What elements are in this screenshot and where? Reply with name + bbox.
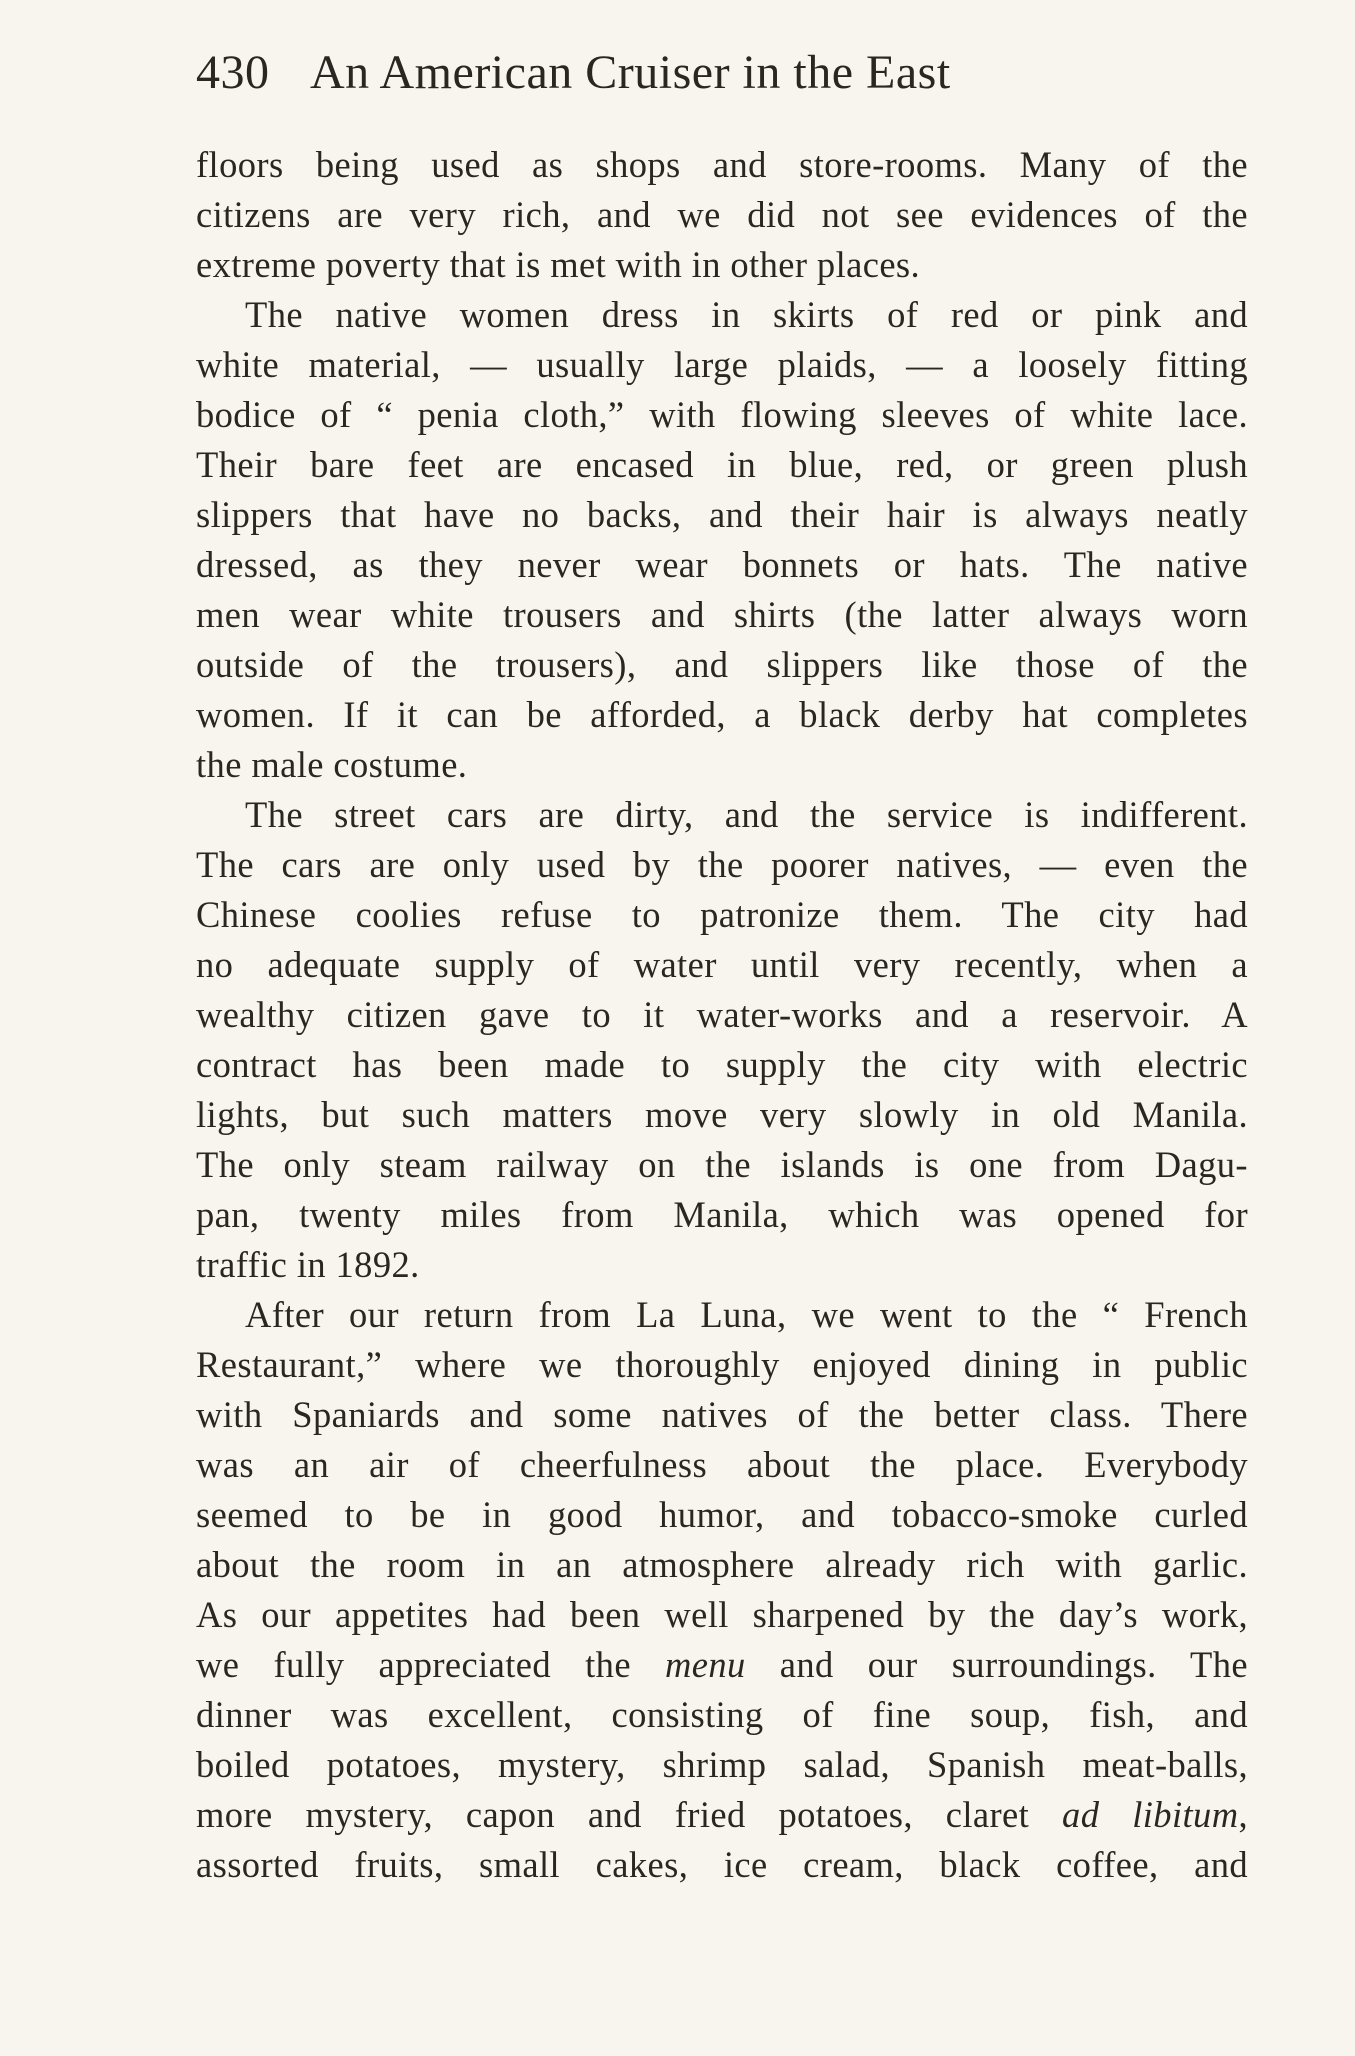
text-line: Their bare feet are encased in blue, red, or green plush <box>196 444 1248 485</box>
text-line: women. If it can be afforded, a black derby hat completes <box>196 694 1248 735</box>
text-line: seemed to be in good humor, and tobacco-smoke curled <box>196 1494 1248 1535</box>
text-line: extreme poverty that is met with in other places. <box>196 244 921 285</box>
text-line: white material, — usually large plaids, — a loosely fitting <box>196 344 1248 385</box>
text-line: no adequate supply of water until very recently, when a <box>196 944 1248 985</box>
text-line: wealthy citizen gave to it water-works and a reservoir. A <box>196 994 1248 1035</box>
text-line: The only steam railway on the islands is one from Dagu- <box>196 1144 1248 1185</box>
text-line: citizens are very rich, and we did not see evidences of the <box>196 194 1248 235</box>
text-line: floors being used as shops and store-rooms. Many of the <box>196 144 1248 185</box>
text-line: lights, but such matters move very slowly in old Manila. <box>196 1094 1248 1135</box>
text-line: contract has been made to supply the city with electric <box>196 1044 1248 1085</box>
text-line: traffic in 1892. <box>196 1244 420 1285</box>
body-text <box>196 140 1248 1890</box>
text-line: was an air of cheerfulness about the place. Everybody <box>196 1444 1248 1485</box>
page-number: 430 <box>196 46 270 99</box>
text-line: pan, twenty miles from Manila, which was opened for <box>196 1194 1248 1235</box>
text-line: with Spaniards and some natives of the better class. There <box>196 1394 1248 1435</box>
text-line: men wear white trousers and shirts (the latter always worn <box>196 594 1248 635</box>
running-head <box>196 38 1196 108</box>
text-line: outside of the trousers), and slippers like those of the <box>196 644 1248 685</box>
text-line: dinner was excellent, consisting of fine soup, fish, and <box>196 1694 1248 1735</box>
text-segment: we fully appreciated the <box>196 1644 666 1685</box>
text-segment: , <box>1238 1794 1248 1835</box>
text-line: about the room in an atmosphere already rich with garlic. <box>196 1544 1248 1585</box>
text-line: The street cars are dirty, and the service is indifferent. <box>245 794 1248 835</box>
text-line: The native women dress in skirts of red or pink and <box>245 294 1248 335</box>
text-line: Restaurant,” where we thoroughly enjoyed dining in public <box>196 1344 1248 1385</box>
text-line: As our appetites had been well sharpened by the day’s work, <box>196 1594 1248 1635</box>
italic-term-ad-libitum: ad libitum <box>1062 1794 1239 1835</box>
text-line: slippers that have no backs, and their hair is always neatly <box>196 494 1248 535</box>
text-line <box>196 1640 1248 1690</box>
running-title: An American Cruiser in the East <box>310 46 951 99</box>
text-line: the male costume. <box>196 744 468 785</box>
text-line: boiled potatoes, mystery, shrimp salad, Spanish meat-balls, <box>196 1744 1248 1785</box>
text-line <box>196 1790 1248 1840</box>
text-segment: more mystery, capon and fried potatoes, claret <box>196 1794 1063 1835</box>
text-line: After our return from La Luna, we went to the “ French <box>245 1294 1248 1335</box>
text-line: bodice of “ penia cloth,” with flowing sleeves of white lace. <box>196 394 1248 435</box>
text-line: dressed, as they never wear bonnets or hats. The native <box>196 544 1248 585</box>
text-line: Chinese coolies refuse to patronize them. The city had <box>196 894 1248 935</box>
text-segment: and our surroundings. The <box>745 1644 1248 1685</box>
italic-term-menu: menu <box>665 1644 746 1685</box>
text-line: assorted fruits, small cakes, ice cream, black coffee, and <box>196 1844 1248 1885</box>
text-line: The cars are only used by the poorer natives, — even the <box>196 844 1248 885</box>
